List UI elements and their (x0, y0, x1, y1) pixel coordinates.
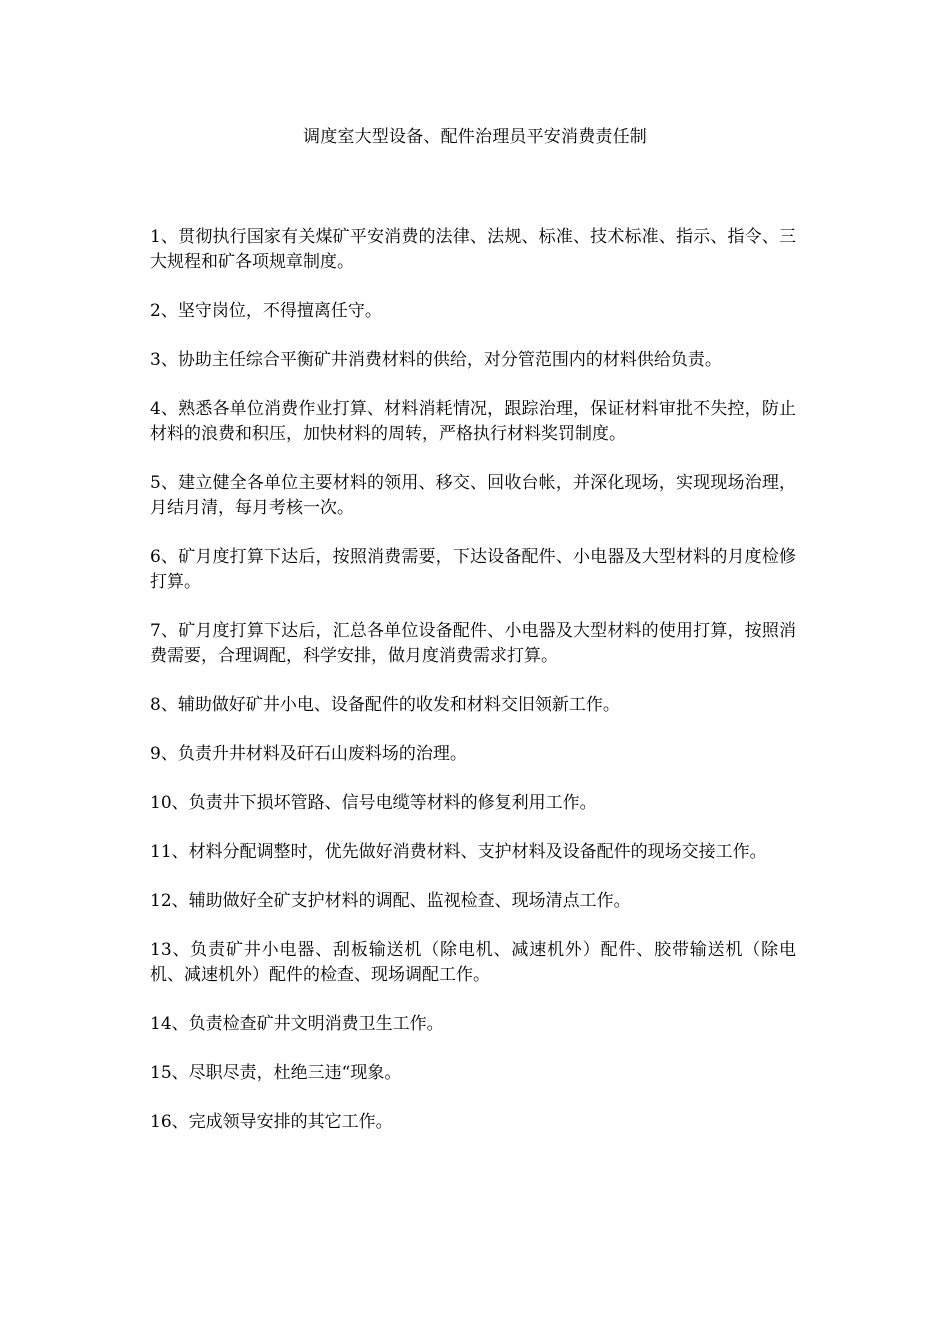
list-item: 2、坚守岗位，不得擅离任守。 (150, 301, 382, 321)
list-item: 6、矿月度打算下达后，按照消费需要，下达设备配件、小电器及大型材料的月度检修打算。 (150, 547, 796, 592)
list-item: 7、矿月度打算下达后，汇总各单位设备配件、小电器及大型材料的使用打算，按照消费需要，合理调配，科学安排，做月度消费需求打算。 (150, 621, 796, 666)
list-item: 11、材料分配调整时，优先做好消费材料、支护材料及设备配件的现场交接工作。 (150, 842, 767, 862)
list-item: 15、尽职尽责，杜绝三违“现象。 (150, 1063, 402, 1083)
list-item: 5、建立健全各单位主要材料的领用、移交、回收台帐，并深化现场，实现现场治理，月结月清，每月考核一次。 (150, 473, 796, 518)
list-item: 16、完成领导安排的其它工作。 (150, 1112, 393, 1132)
list-item: 3、协助主任综合平衡矿井消费材料的供给，对分管范围内的材料供给负责。 (150, 350, 722, 370)
list-item: 13、负责矿井小电器、刮板输送机（除电机、减速机外）配件、胶带输送机（除电机、减速机外）配件的检查、现场调配工作。 (150, 940, 796, 985)
list-item: 9、负责升井材料及矸石山废料场的治理。 (150, 744, 467, 764)
responsibility-list (150, 225, 796, 1159)
list-item: 1、贯彻执行国家有关煤矿平安消费的法律、法规、标准、技术标准、指示、指令、三大规程和矿各项规章制度。 (150, 227, 796, 272)
list-item: 12、辅助做好全矿支护材料的调配、监视检查、现场清点工作。 (150, 891, 631, 911)
list-item: 14、负责检查矿井文明消费卫生工作。 (150, 1014, 444, 1034)
list-item: 4、熟悉各单位消费作业打算、材料消耗情况，跟踪治理，保证材料审批不失控，防止材料的浪费和积压，加快材料的周转，严格执行材料奖罚制度。 (150, 399, 796, 444)
list-item: 10、负责井下损坏管路、信号电缆等材料的修复利用工作。 (150, 793, 597, 813)
document-title: 调度室大型设备、配件治理员平安消费责任制 (303, 127, 647, 147)
list-item: 8、辅助做好矿井小电、设备配件的收发和材料交旧领新工作。 (150, 695, 620, 715)
